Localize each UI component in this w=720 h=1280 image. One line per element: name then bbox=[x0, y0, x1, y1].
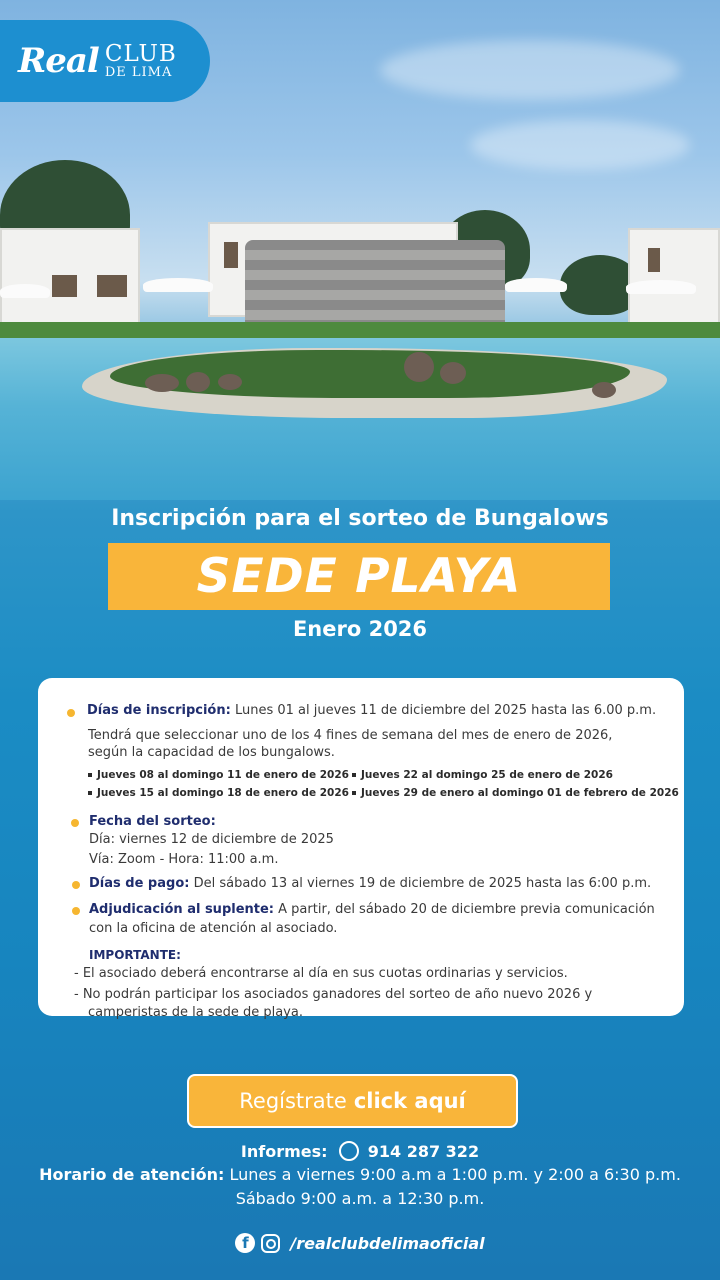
suplente-label: Adjudicación al suplente: bbox=[89, 902, 275, 917]
info-card bbox=[38, 678, 684, 1020]
weekend-item: Jueves 22 al domingo 25 de enero de 2026 bbox=[352, 769, 613, 781]
title-banner bbox=[108, 543, 610, 610]
select-text-1: Tendrá que seleccionar uno de los 4 fines de semana del mes de enero de 2026, bbox=[88, 728, 613, 743]
weekend-item: Jueves 29 de enero al domingo 01 de febrero de 2026 bbox=[352, 787, 679, 799]
register-button[interactable] bbox=[187, 1074, 518, 1128]
register-bold: click aquí bbox=[353, 1089, 466, 1113]
horario-label: Horario de atención: bbox=[39, 1165, 225, 1184]
informes-label: Informes: bbox=[240, 1142, 328, 1161]
saturday-hours: Sábado 9:00 a.m. a 12:30 p.m. bbox=[235, 1189, 485, 1208]
month-label: Enero 2026 bbox=[292, 617, 428, 641]
bullet-icon bbox=[67, 709, 75, 717]
instagram-icon[interactable] bbox=[261, 1234, 280, 1253]
club-logo bbox=[0, 20, 210, 102]
bullet-icon bbox=[71, 819, 79, 827]
importante-label: IMPORTANTE: bbox=[89, 948, 181, 962]
note-2b: camperistas de la sede de playa. bbox=[88, 1005, 303, 1020]
horario-text: Lunes a viernes 9:00 a.m a 1:00 p.m. y 2:00 a 6:30 p.m. bbox=[229, 1165, 681, 1184]
register-prefix: Regístrate bbox=[239, 1089, 347, 1113]
social-row bbox=[0, 1233, 720, 1253]
social-handle[interactable]: /realclubdelimaoficial bbox=[290, 1233, 485, 1253]
bullet-icon bbox=[72, 881, 80, 889]
phone-number[interactable]: 914 287 322 bbox=[367, 1142, 480, 1161]
pago-text: Del sábado 13 al viernes 19 de diciembre de 2025 hasta las 6:00 p.m. bbox=[193, 876, 652, 891]
note-2a: - No podrán participar los asociados ganadores del sorteo de año nuevo 2026 y bbox=[74, 987, 593, 1002]
inscripcion-text: Lunes 01 al jueves 11 de diciembre del 2025 hasta las 6.00 p.m. bbox=[234, 703, 657, 718]
facebook-icon[interactable]: f bbox=[235, 1233, 255, 1253]
pago-label: Días de pago: bbox=[89, 876, 190, 891]
sorteo-day: Día: viernes 12 de diciembre de 2025 bbox=[89, 832, 334, 847]
subtitle: Inscripción para el sorteo de Bungalows bbox=[111, 506, 609, 531]
horario-line bbox=[0, 1165, 720, 1184]
whatsapp-icon bbox=[339, 1141, 359, 1161]
page-title: SEDE PLAYA bbox=[196, 549, 522, 604]
sorteo-via: Vía: Zoom - Hora: 11:00 a.m. bbox=[89, 852, 279, 867]
weekend-item: Jueves 15 al domingo 18 de enero de 2026 bbox=[88, 787, 349, 799]
logo-real: Real bbox=[18, 41, 99, 81]
logo-club: CLUB bbox=[104, 41, 177, 67]
logo-lima: DE LIMA bbox=[104, 65, 173, 80]
weekend-item: Jueves 08 al domingo 11 de enero de 2026 bbox=[88, 769, 349, 781]
inscripcion-label: Días de inscripción: bbox=[87, 703, 231, 718]
suplente-text-1: A partir, del sábado 20 de diciembre previa comunicación bbox=[278, 902, 655, 917]
select-text-2: según la capacidad de los bungalows. bbox=[88, 745, 335, 760]
bullet-icon bbox=[72, 907, 80, 915]
suplente-text-2: con la oficina de atención al asociado. bbox=[89, 921, 338, 936]
sorteo-label: Fecha del sorteo: bbox=[89, 814, 216, 829]
note-1: - El asociado deberá encontrarse al día en sus cuotas ordinarias y servicios. bbox=[74, 966, 568, 981]
informes-line bbox=[0, 1141, 720, 1161]
